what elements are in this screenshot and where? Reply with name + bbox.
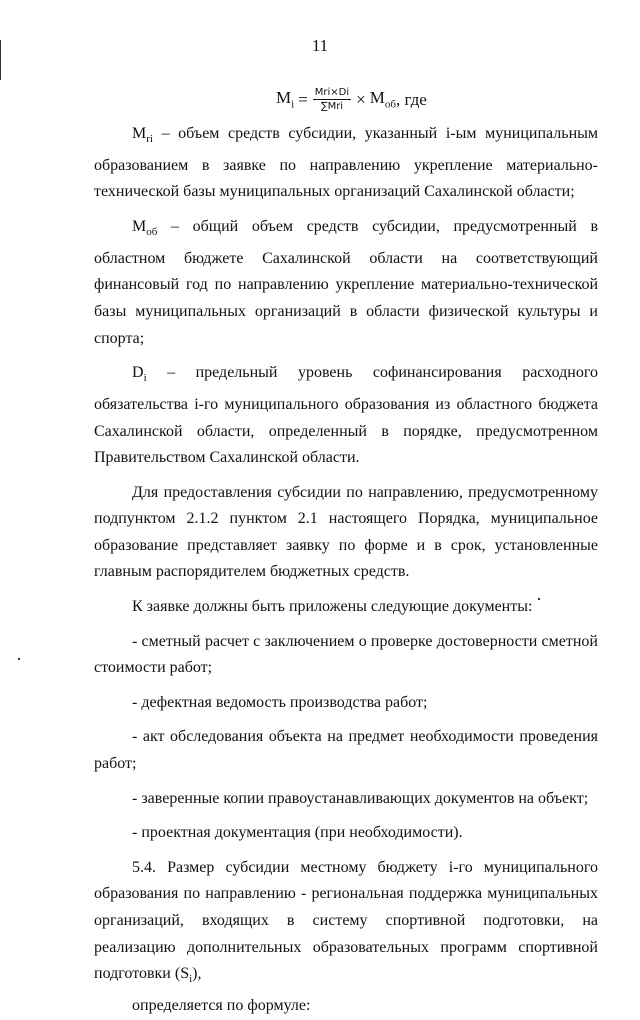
paragraph-application: Для предоставления субсидии по направлению, предусмотренному подпунктом 2.1.2 пунктом 2.1 настоящего Порядка, муниципальное образование представляет заявку по форме и в срок, установленные главным распорядителем бюджетных средств. bbox=[94, 483, 598, 581]
paragraph-documents-intro: К заявке должны быть приложены следующие документы: bbox=[132, 598, 533, 616]
list-item-inspection-act: - акт обследования объекта на предмет необходимости проведения работ; bbox=[94, 728, 598, 773]
page-number: 11 bbox=[311, 36, 329, 55]
paragraph-formula-intro: определяется по формуле: bbox=[132, 996, 311, 1014]
paragraph-5-4: 5.4. Размер субсидии местному бюджету i-го муниципального образования по направлению - региональная поддержка муниципальных организаций, входящих в систему спортивной подготовки, на реализацию дополнительных образовательных программ спортивной подготовки $(S_i)$, bbox=[94, 858, 598, 986]
paragraph-di: $D_i$ – предельный уровень софинансирования расходного обязательства i-го муниципального образования из областного бюджета Сахалинской области, определенный в порядке, предусмотренном Правительством Сахалинской области. bbox=[94, 364, 598, 467]
formula-m-ob: $M_{об}$ bbox=[369, 88, 396, 111]
paragraph-mri: $M_{ri}$ – объем средств субсидии, указанный i-ым муниципальным образованием в заявке по направлению укрепление материально-технической базы муниципальных организаций Сахалинской области; bbox=[94, 125, 598, 201]
scan-speck bbox=[538, 598, 540, 600]
formula-equals: = bbox=[298, 89, 308, 109]
formula-tail: , где bbox=[395, 89, 427, 109]
formula-denominator: ∑Mri bbox=[320, 101, 344, 112]
formula-times: × bbox=[356, 89, 366, 109]
formula-lhs: $M_i$ bbox=[276, 88, 295, 111]
formula-fraction bbox=[313, 86, 351, 113]
paragraph-mob: $M_{об}$ – общий объем средств субсидии, предусмотренный в областном бюджете Сахалинской области на соответствующий финансовый год по направлению укрепление материально-технической базы муниципальных организаций в области физической культуры и спорта; bbox=[94, 217, 598, 347]
document-body bbox=[94, 121, 598, 1020]
scan-edge-mark bbox=[0, 40, 1, 80]
formula-mi bbox=[276, 86, 427, 113]
list-item-estimate: - сметный расчет с заключением о проверке достоверности сметной стоимости работ; bbox=[94, 632, 598, 677]
formula-numerator: Mri×Di bbox=[314, 87, 350, 98]
list-item-project-docs: - проектная документация (при необходимости). bbox=[132, 824, 463, 842]
scan-speck bbox=[18, 658, 20, 660]
list-item-title-documents: - заверенные копии правоустанавливающих документов на объект; bbox=[132, 789, 589, 807]
list-item-defect-statement: - дефектная ведомость производства работ; bbox=[132, 693, 428, 711]
